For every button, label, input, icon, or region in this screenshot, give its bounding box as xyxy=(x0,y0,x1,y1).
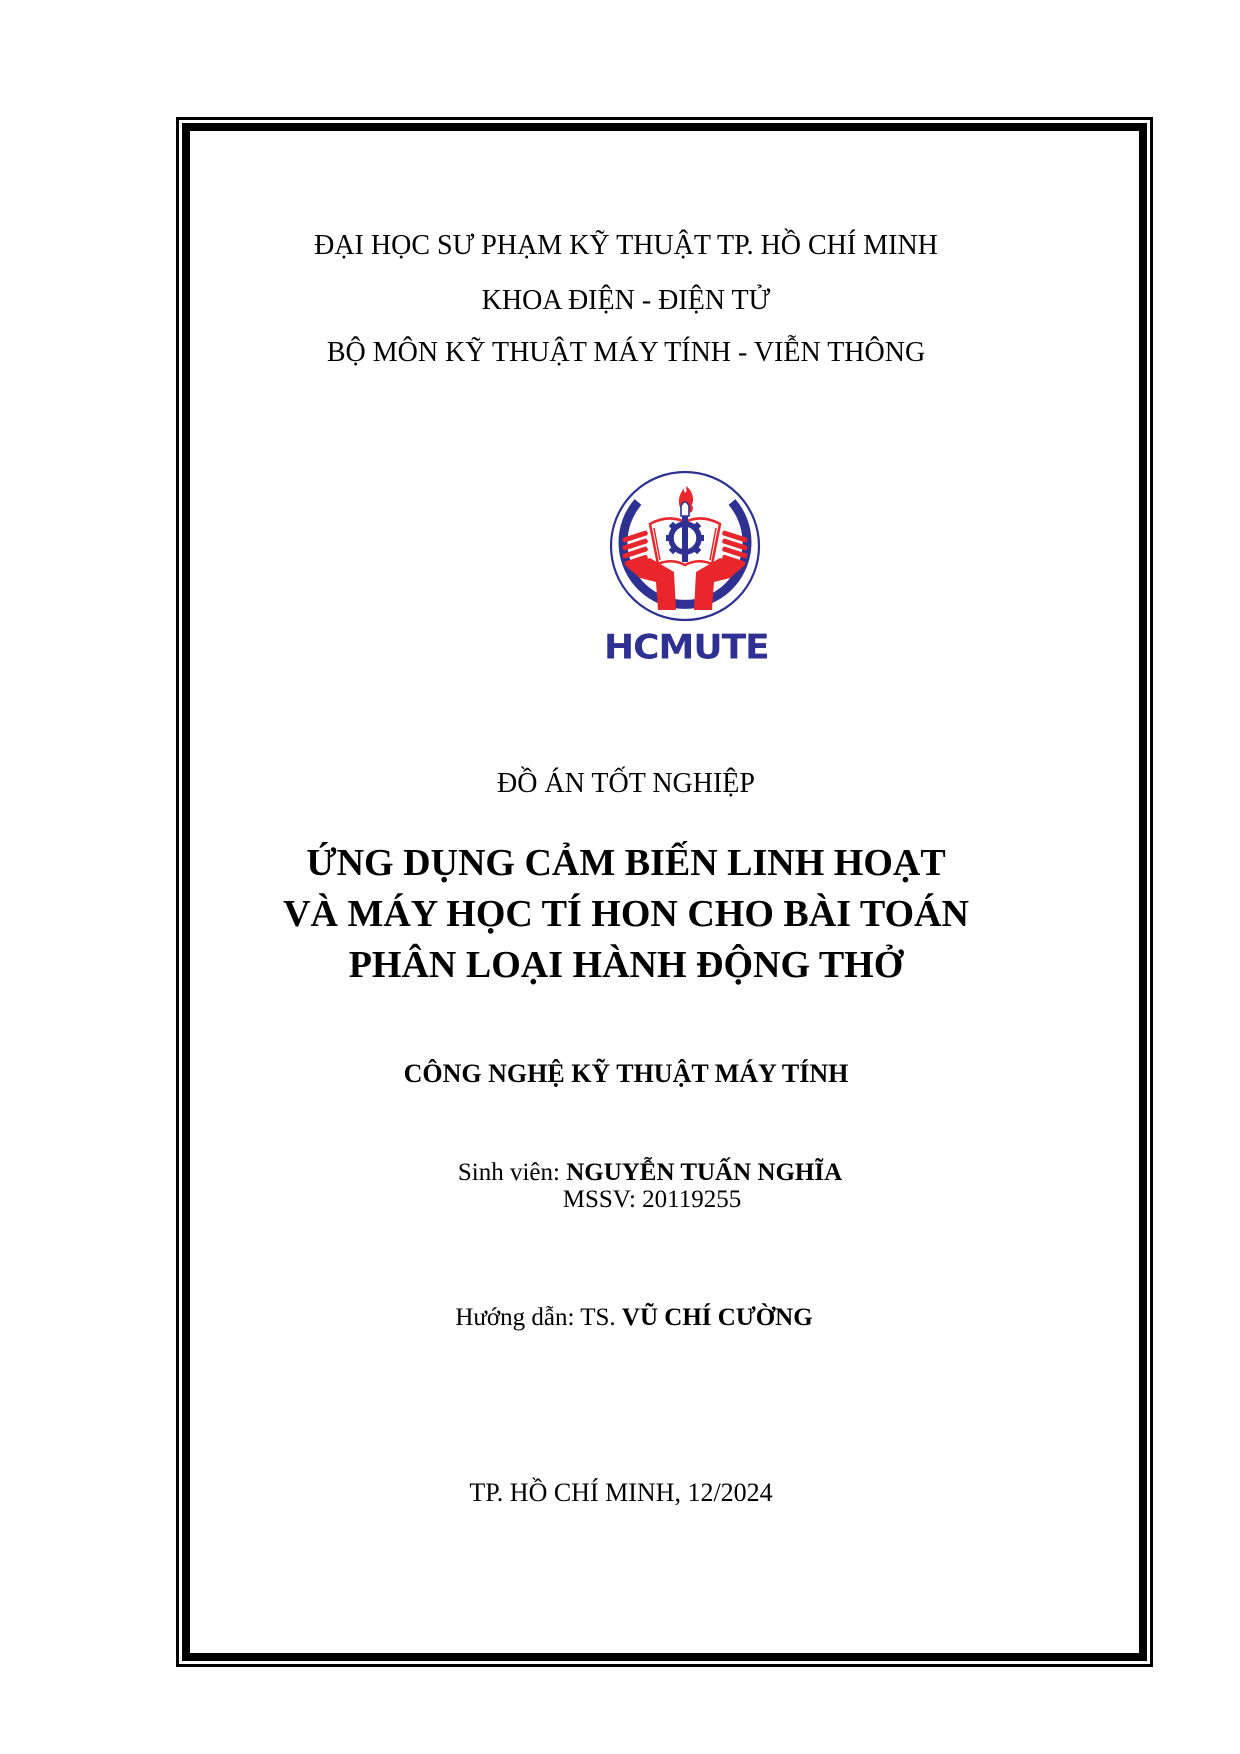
advisor-line xyxy=(14,1305,1240,1330)
student-label: Sinh viên: xyxy=(457,1159,567,1186)
advisor-title: TS. xyxy=(580,1304,622,1331)
university-name: ĐẠI HỌC SƯ PHẠM KỸ THUẬT TP. HỒ CHÍ MINH xyxy=(314,230,938,261)
logo-wordmark: HCMUTE xyxy=(604,628,769,667)
title-line-3: PHÂN LOẠI HÀNH ĐỘNG THỞ xyxy=(348,944,904,986)
document-type: ĐỒ ÁN TỐT NGHIỆP xyxy=(497,768,755,799)
title-line-2: VÀ MÁY HỌC TÍ HON CHO BÀI TOÁN xyxy=(283,893,969,935)
advisor-label: Hướng dẫn: xyxy=(455,1304,581,1331)
faculty-name: KHOA ĐIỆN - ĐIỆN TỬ xyxy=(481,285,771,316)
student-name: NGUYỄN TUẤN NGHĨA xyxy=(566,1159,843,1186)
thesis-title xyxy=(0,838,1240,991)
student-id-line xyxy=(32,1187,1240,1212)
student-id-label: MSSV: xyxy=(562,1186,643,1213)
student-id: 20119255 xyxy=(642,1186,742,1213)
title-line-1: ỨNG DỤNG CẢM BIẾN LINH HOẠT xyxy=(306,842,946,884)
major-name: CÔNG NGHỆ KỸ THUẬT MÁY TÍNH xyxy=(403,1059,849,1088)
department-name: BỘ MÔN KỸ THUẬT MÁY TÍNH - VIỄN THÔNG xyxy=(326,337,926,368)
advisor-name: VŨ CHÍ CƯỜNG xyxy=(621,1304,813,1331)
hcmute-logo-icon xyxy=(600,462,770,627)
student-line xyxy=(30,1160,1240,1185)
place-date: TP. HỒ CHÍ MINH, 12/2024 xyxy=(469,1478,773,1507)
